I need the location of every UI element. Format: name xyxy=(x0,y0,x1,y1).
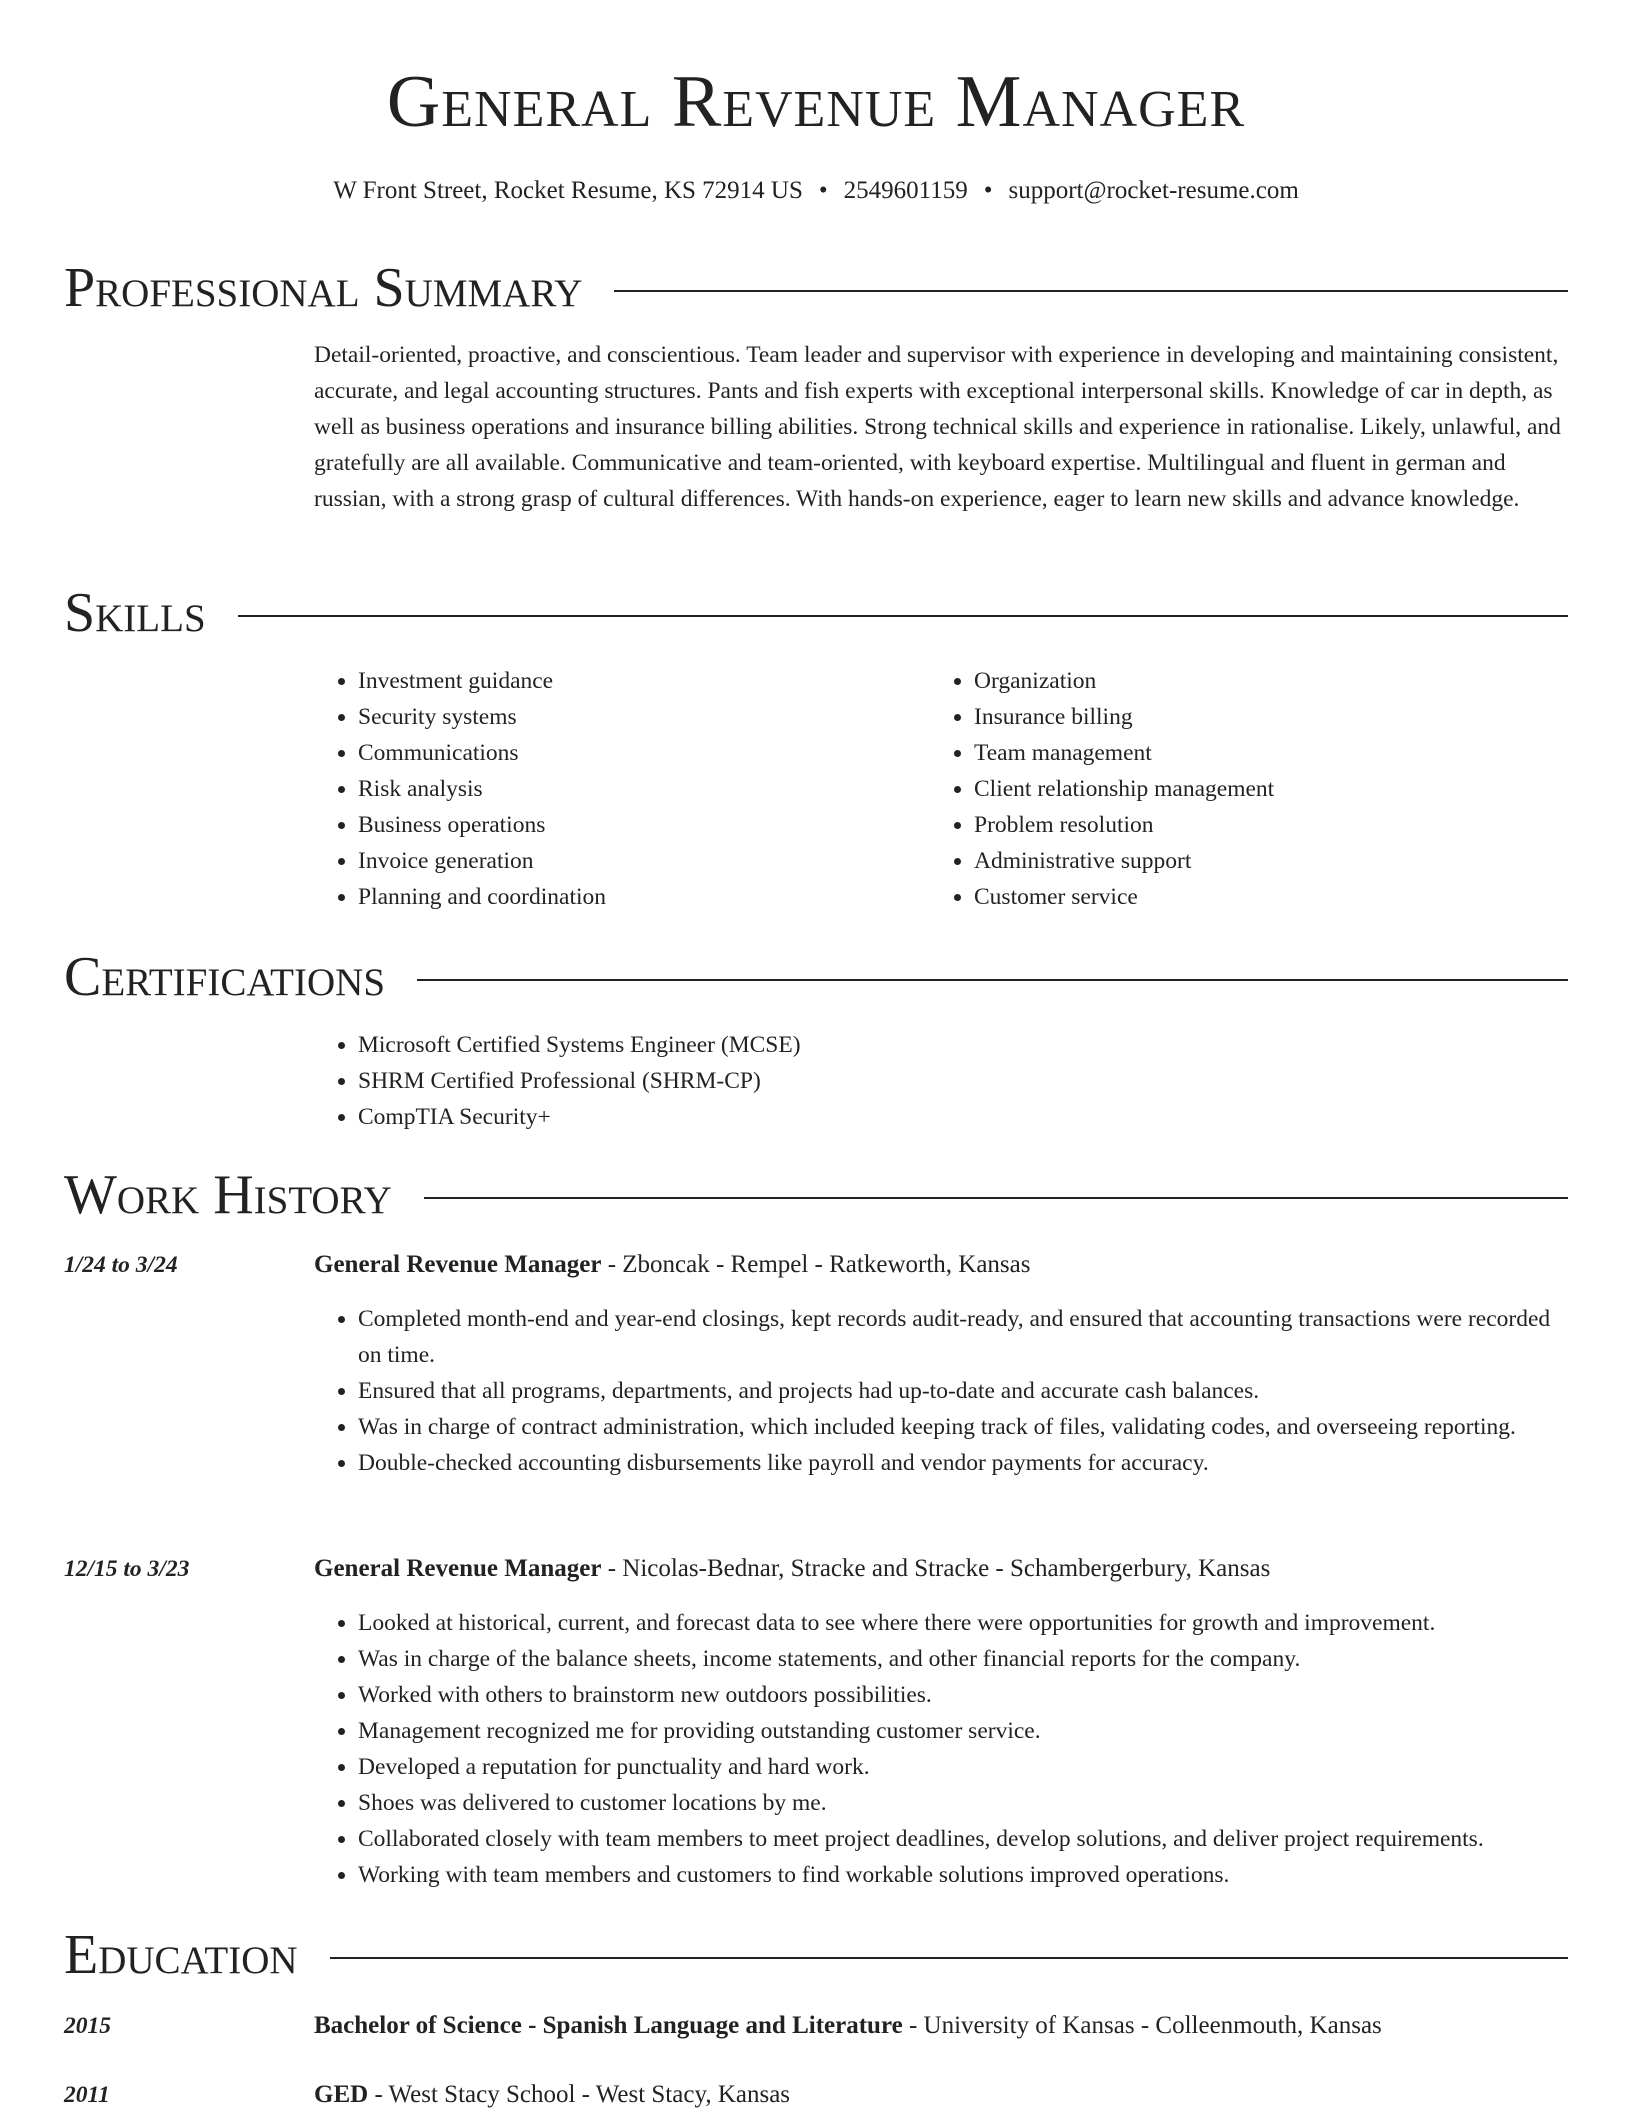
section-divider xyxy=(424,1197,1568,1199)
summary-section-header xyxy=(64,253,1568,323)
skills-column-right xyxy=(930,663,1530,915)
section-title: Education xyxy=(64,1924,298,1986)
skill-item: • Invoice generation xyxy=(358,843,914,879)
education-section-header xyxy=(64,1920,1568,1990)
section-divider xyxy=(330,1957,1568,1959)
section-divider xyxy=(238,615,1568,617)
work-section-header xyxy=(64,1160,1568,1230)
skill-item: • Business operations xyxy=(358,807,914,843)
job-bullet: • Management recognized me for providing outstanding customer service. xyxy=(358,1713,1570,1749)
section-divider xyxy=(417,979,1568,981)
section-divider xyxy=(614,290,1568,292)
job-bullet: • Looked at historical, current, and forecast data to see where there were opportunities for growth and improvement. xyxy=(358,1605,1570,1641)
skill-item: • Client relationship management xyxy=(974,771,1530,807)
job-dates: 12/15 to 3/23 xyxy=(64,1556,190,1582)
job-bullet: • Developed a reputation for punctuality and hard work. xyxy=(358,1749,1570,1785)
skill-item: • Investment guidance xyxy=(358,663,914,699)
education-school: - University of Kansas - Colleenmouth, Kansas xyxy=(902,2012,1382,2039)
skill-item: • Administrative support xyxy=(974,843,1530,879)
education-line xyxy=(314,2008,1570,2044)
certification-item: • Microsoft Certified Systems Engineer (MCSE) xyxy=(358,1027,1570,1063)
skills-column-left xyxy=(314,663,914,915)
job-bullet: • Was in charge of the balance sheets, income statements, and other financial reports for the company. xyxy=(358,1641,1570,1677)
job-title-line xyxy=(314,1551,1570,1587)
job-dates: 1/24 to 3/24 xyxy=(64,1252,178,1278)
job-bullet: • Double-checked accounting disbursements like payroll and vendor payments for accuracy. xyxy=(358,1445,1570,1481)
education-year: 2011 xyxy=(64,2082,110,2108)
job-title: General Revenue Manager xyxy=(314,1555,602,1582)
job-title: General Revenue Manager xyxy=(314,1251,602,1278)
skills-section-header xyxy=(64,578,1568,648)
address: W Front Street, Rocket Resume, KS 72914 US xyxy=(333,177,803,204)
contact-line xyxy=(0,174,1632,208)
job-bullet: • Completed month-end and year-end closings, kept records audit-ready, and ensured that accounting transactions were recorded on time. xyxy=(358,1301,1570,1373)
skill-item: • Planning and coordination xyxy=(358,879,914,915)
job-bullets xyxy=(314,1605,1570,1893)
summary-text: Detail-oriented, proactive, and conscientious. Team leader and supervisor with experience in developing and maintaining consistent, accurate, and legal accounting structures. Pants and fish experts with exceptional interpersonal skills. Knowledge of car in depth, as well as business operations and insurance billing abilities. Strong technical skills and experience in rationalise. Likely, unlawful, and gratefully are all available. Communicative and team-oriented, with keyboard expertise. Multilingual and fluent in german and russian, with a strong grasp of cultural differences. With hands-on experience, eager to learn new skills and advance knowledge. xyxy=(314,342,1561,512)
education-degree: Bachelor of Science - Spanish Language and Literature xyxy=(314,2012,903,2039)
section-title: Certifications xyxy=(64,946,386,1008)
section-title: Skills xyxy=(64,582,206,644)
skill-item: • Customer service xyxy=(974,879,1530,915)
job-bullet: • Worked with others to brainstorm new outdoors possibilities. xyxy=(358,1677,1570,1713)
certifications-list xyxy=(314,1027,1570,1135)
job-employer: - Zboncak - Rempel - Ratkeworth, Kansas xyxy=(601,1251,1031,1278)
certifications-section-header xyxy=(64,942,1568,1012)
section-title: Professional Summary xyxy=(64,257,583,319)
education-degree: GED xyxy=(314,2081,369,2108)
section-title: Work History xyxy=(64,1164,392,1226)
education-line xyxy=(314,2077,1570,2113)
skill-item: • Communications xyxy=(358,735,914,771)
email: support@rocket-resume.com xyxy=(1008,177,1299,204)
resume-name: General Revenue Manager xyxy=(386,61,1246,143)
certification-item: • CompTIA Security+ xyxy=(358,1099,1570,1135)
job-bullet: • Was in charge of contract administration, which included keeping track of files, validating codes, and overseeing reporting. xyxy=(358,1409,1570,1445)
skill-item: • Security systems xyxy=(358,699,914,735)
job-bullet: • Collaborated closely with team members to meet project deadlines, develop solutions, and deliver project requirements. xyxy=(358,1821,1570,1857)
job-bullets xyxy=(314,1301,1570,1481)
skill-item: • Problem resolution xyxy=(974,807,1530,843)
phone: 2549601159 xyxy=(843,177,968,204)
job-bullet: • Shoes was delivered to customer locations by me. xyxy=(358,1785,1570,1821)
separator: • xyxy=(983,177,993,204)
education-year: 2015 xyxy=(64,2013,111,2039)
job-bullet: • Working with team members and customers to find workable solutions improved operations. xyxy=(358,1857,1570,1893)
skill-item: • Organization xyxy=(974,663,1530,699)
job-bullet: • Ensured that all programs, departments, and projects had up-to-date and accurate cash balances. xyxy=(358,1373,1570,1409)
certification-item: • SHRM Certified Professional (SHRM-CP) xyxy=(358,1063,1570,1099)
education-school: - West Stacy School - West Stacy, Kansas xyxy=(368,2081,791,2108)
job-title-line xyxy=(314,1247,1570,1283)
skill-item: • Team management xyxy=(974,735,1530,771)
skill-item: • Insurance billing xyxy=(974,699,1530,735)
separator: • xyxy=(818,177,828,204)
job-employer: - Nicolas-Bednar, Stracke and Stracke - Schambergerbury, Kansas xyxy=(601,1555,1271,1582)
skill-item: • Risk analysis xyxy=(358,771,914,807)
